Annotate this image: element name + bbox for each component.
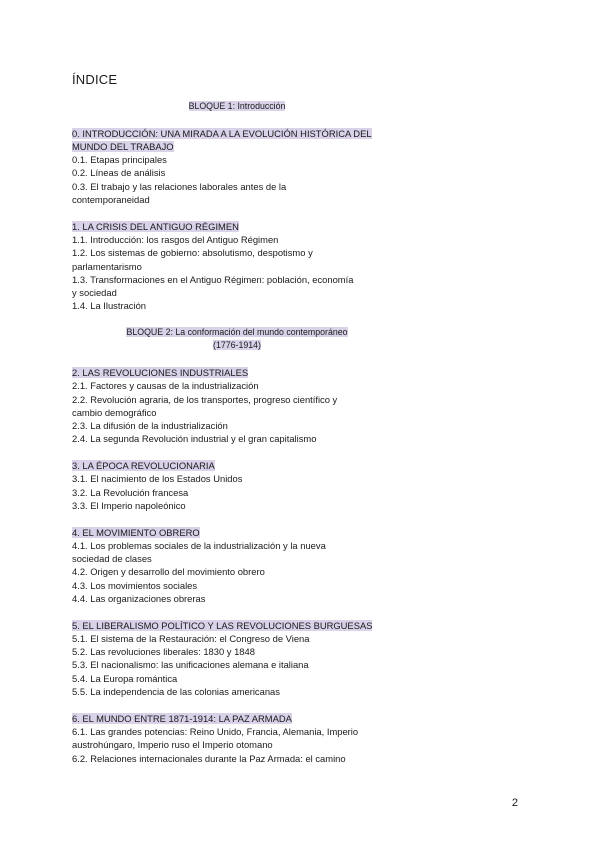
toc-entry: 4.1. Los problemas sociales de la industrialización y la nueva: [72, 539, 326, 551]
toc-entry: 1.4. La Ilustración: [72, 300, 147, 312]
block-heading-line: (1776-1914): [213, 340, 261, 351]
toc-entry: austrohúngaro, Imperio ruso el Imperio otomano: [72, 739, 273, 751]
block-heading: [72, 326, 402, 353]
toc-entry: 3.2. La Revolución francesa: [72, 486, 189, 498]
toc-entry: 5.1. El sistema de la Restauración: el Congreso de Viena: [72, 632, 310, 644]
toc-entry: 6.2. Relaciones internacionales durante la Paz Armada: el camino: [72, 752, 346, 764]
toc-entry: 4.2. Origen y desarrollo del movimiento obrero: [72, 566, 265, 578]
section-title: 3. LA ÉPOCA REVOLUCIONARIA: [72, 460, 215, 472]
toc-entry: contemporaneidad: [72, 194, 150, 206]
block-heading-line: BLOQUE 1: Introducción: [188, 101, 286, 111]
toc-entry: cambio demográfico: [72, 406, 157, 418]
block-heading: [72, 100, 402, 113]
toc-entry: 1.1. Introducción: los rasgos del Antiguo Régimen: [72, 233, 279, 245]
toc-entry: 3.1. El nacimiento de los Estados Unidos: [72, 473, 243, 485]
section-title: 0. INTRODUCCIÓN: UNA MIRADA A LA EVOLUCIÓN HISTÓRICA DEL: [72, 127, 372, 139]
toc-entry: 5.5. La independencia de las colonias americanas: [72, 686, 280, 698]
toc-entry: 0.3. El trabajo y las relaciones laborales antes de la: [72, 180, 287, 192]
toc-entry: 2.3. La difusión de la industrialización: [72, 420, 228, 432]
toc-entry: 5.2. Las revoluciones liberales: 1830 y 1848: [72, 646, 255, 658]
section-title: 1. LA CRISIS DEL ANTIGUO RÉGIMEN: [72, 220, 239, 232]
page-title: ÍNDICE: [72, 72, 118, 87]
toc-section: [72, 366, 402, 446]
toc-section: [72, 220, 402, 313]
toc-entry: 2.2. Revolución agraria, de los transportes, progreso científico y: [72, 393, 338, 405]
toc-entry: 5.4. La Europa romántica: [72, 672, 178, 684]
toc-entry: 0.2. Líneas de análisis: [72, 167, 166, 179]
toc-entry: 1.3. Transformaciones en el Antiguo Régimen: población, economía: [72, 273, 354, 285]
toc-entry: 4.4. Las organizaciones obreras: [72, 592, 206, 604]
toc-entry: 1.2. Los sistemas de gobierno: absolutismo, despotismo y: [72, 247, 313, 259]
table-of-contents: [72, 100, 402, 778]
toc-section: [72, 619, 402, 699]
toc-entry: 6.1. Las grandes potencias: Reino Unido, Francia, Alemania, Imperio: [72, 725, 359, 737]
section-title: 6. EL MUNDO ENTRE 1871-1914: LA PAZ ARMADA: [72, 712, 292, 724]
block-heading-line: BLOQUE 2: La conformación del mundo contemporáneo: [126, 327, 348, 338]
toc-section: [72, 459, 402, 512]
toc-entry: sociedad de clases: [72, 553, 152, 565]
toc-entry: parlamentarismo: [72, 260, 142, 272]
section-title: MUNDO DEL TRABAJO: [72, 140, 174, 152]
toc-entry: 5.3. El nacionalismo: las unificaciones alemana e italiana: [72, 659, 309, 671]
toc-section: [72, 127, 402, 207]
page-number: 2: [511, 797, 518, 809]
toc-entry: 2.1. Factores y causas de la industrialización: [72, 380, 259, 392]
section-title: 2. LAS REVOLUCIONES INDUSTRIALES: [72, 366, 249, 378]
toc-entry: y sociedad: [72, 287, 117, 299]
toc-section: [72, 526, 402, 606]
toc-entry: 2.4. La segunda Revolución industrial y el gran capitalismo: [72, 433, 317, 445]
toc-section: [72, 712, 402, 765]
toc-entry: 3.3. El Imperio napoleónico: [72, 499, 186, 511]
section-title: 4. EL MOVIMIENTO OBRERO: [72, 526, 200, 538]
toc-entry: 0.1. Etapas principales: [72, 154, 167, 166]
section-title: 5. EL LIBERALISMO POLÍTICO Y LAS REVOLUCIONES BURGUESAS: [72, 619, 373, 631]
toc-entry: 4.3. Los movimientos sociales: [72, 579, 198, 591]
